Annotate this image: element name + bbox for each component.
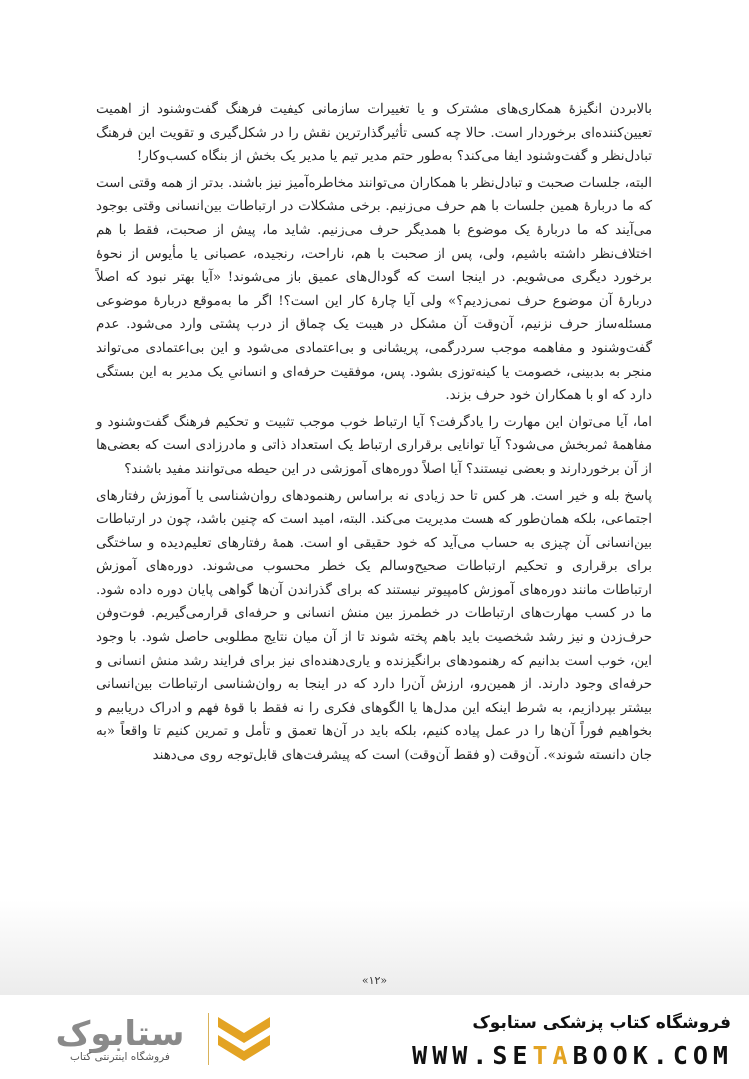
url-accent: TA xyxy=(532,1041,573,1070)
store-footer xyxy=(0,995,749,1079)
logo-tagline: فروشگاه اینترنتی کتاب xyxy=(70,1051,170,1063)
store-title: فروشگاه کتاب پزشکی ستابوک xyxy=(472,1013,731,1033)
store-url[interactable] xyxy=(412,1041,733,1070)
footer-divider xyxy=(208,1013,209,1065)
paragraph-1: بالابردن انگیزۀ همکاری‌های مشترک و یا تغییرات سازمانی کیفیت فرهنگ گفت‌وشنود از اهمیت تعیین‌کننده‌ای برخوردار است. حالا چه کسی تأثیرگذارترین نقش را در شکل‌گیری و تقویت این فرهنگ تبادل‌نظر و گفت‌وشنود ایفا می‌کند؟ به‌طور حتم مدیر تیم یا مدیر یک بخش از بنگاه کسب‌وکار! xyxy=(96,102,652,165)
page-number: «۱۲» xyxy=(361,974,388,987)
setabook-logo xyxy=(36,1009,204,1053)
paragraph-3: اما، آیا می‌توان این مهارت را یادگرفت؟ آیا ارتباط خوب موجب تثبیت و تحکیم فرهنگ گفت‌وشنود و مفاهمۀ ثمربخش می‌شود؟ آیا توانایی برقراری ارتباط یک استعداد ذاتی و مادرزادی است که بعضی‌ها از آن برخوردارند و بعضی نیستند؟ آیا اصلاً دوره‌های آموزشی در این حیطه می‌توانند مفید باشند؟ xyxy=(96,414,652,477)
url-suffix: BOOK.COM xyxy=(572,1041,733,1070)
book-chevron-icon xyxy=(216,1011,272,1067)
url-prefix: WWW.SE xyxy=(412,1041,533,1070)
logo-wordmark-text: ستابوک xyxy=(55,1014,185,1053)
body-text xyxy=(96,98,652,771)
paragraph-2: البته، جلسات صحبت و تبادل‌نظر با همکاران می‌توانند مخاطره‌آمیز نیز باشند. بدتر از همه وقتی است که ما دربارۀ همین جلسات با هم حرف می‌زنیم. برخی مشکلات در ارتباطات بین‌انسانی وقتی بوجود می‌آیند که ما دربارۀ یک موضوع با همدیگر حرف می‌زنیم. شاید ما، پیش از صحبت، فقط با هم اختلاف‌نظر داشته باشیم، ولی، پس از صحبت با هم، ناراحت، رنجیده، عصبانی یا مأیوس از نحوۀ برخورد دیگری می‌شویم. در اینجا است که گودال‌های عمیق باز می‌شوند! «آیا بهتر نبود که اصلاً دربارۀ آن موضوع حرف نمی‌زدیم؟» ولی آیا چارۀ کار این است؟! اگر ما به‌موقع دربارۀ موضوعی مسئله‌ساز حرف نزنیم، آن‌وقت آن مشکل در هیبت یک چماق از درب پشتی وارد می‌شود. عدم گفت‌وشنود و مفاهمه موجب سردرگمی، پریشانی و بی‌اعتمادی می‌شود و این بی‌اعتمادی می‌تواند منجر به بدبینی، خصومت یا کینه‌توزی بشود. پس، موفقیت حرفه‌ای و انسانیِ یک مدیر به این بستگی دارد که او با همکاران خود حرف بزند. xyxy=(96,175,652,404)
paragraph-4: پاسخ بله و خیر است. هر کس تا حد زیادی نه براساس رهنمودهای روان‌شناسی یا آموزش رفتارهای اجتماعی، بلکه همان‌طور که هست مدیریت می‌کند. البته، امید است که چنین باشد، چون در ارتباطات بین‌انسانی آن چیزی به حساب می‌آید که خود حقیقی او است. همۀ رفتارهای تعلیم‌دیده و ساختگی برای برقراری و تحکیم ارتباطات صحیح‌وسالم یک خطر محسوب می‌شوند. دوره‌های آموزش ارتباطات مانند دوره‌های آموزش کامپیوتر نیستند که برای گذراندن آن‌ها گواهی پایان دوره داده شود. ما در کسب مهارت‌های ارتباطات در خطمرز بین منش انسانی و حرفه‌ای قرارمی‌گیریم. فوت‌وفن حرف‌زدن و نیز رشد شخصیت باید باهم پخته شوند تا از آن میان نتایج مطلوبی حاصل شود. با وجود این، خوب است بدانیم که رهنمودهای برانگیزنده و یاری‌دهنده‌ای نیز برای فرایند رشد منش انسانی و حرفه‌ای وجود دارند. از همین‌رو، ارزش آن‌را دارد که در اینجا به روان‌شناسی ارتباطات بین‌انسانی بیشتر بپردازیم، به شرط اینکه این مدل‌ها یا الگوهای فکری را نه فقط با قوۀ فهم و ادراک دریابیم و بخواهیم فوراً آن‌ها را در عمل پیاده کنیم، بلکه باید در آن‌ها تعمق و تأمل و تمرین کنیم تا واقعاً «به جان دانسته شوند». آن‌وقت (و فقط آن‌وقت) است که پیشرفت‌های قابل‌توجه روی می‌دهند xyxy=(96,488,652,764)
